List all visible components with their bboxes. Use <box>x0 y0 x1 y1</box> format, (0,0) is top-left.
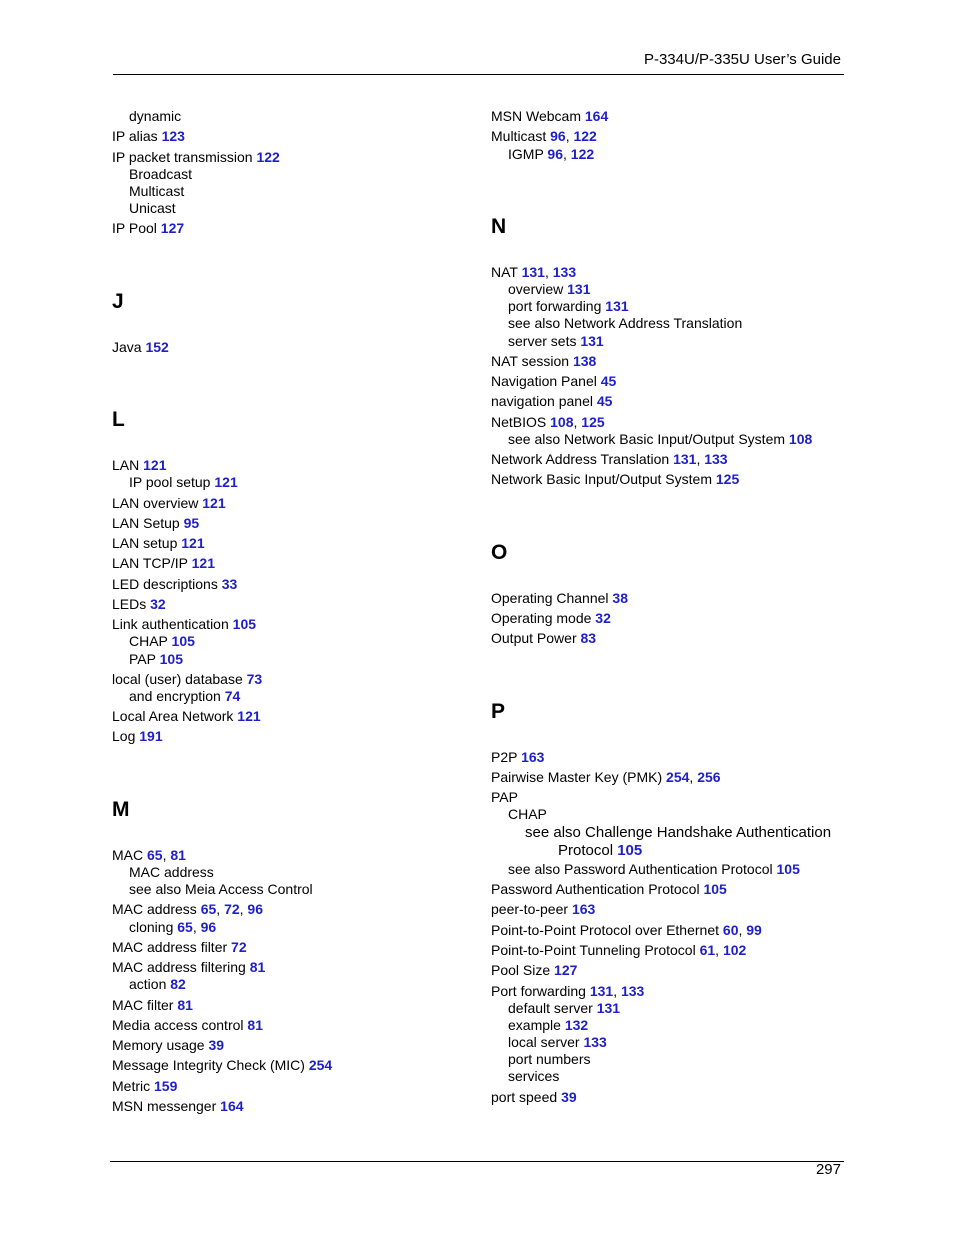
index-subentry <box>129 474 238 491</box>
index-term: Operating mode <box>491 610 592 626</box>
index-term: navigation panel <box>491 393 593 409</box>
page-reference-link[interactable]: 32 <box>595 610 611 626</box>
page-reference-link[interactable]: 65 <box>147 847 163 863</box>
index-section-letter: P <box>491 700 506 723</box>
page-reference-link[interactable]: 96 <box>247 901 263 917</box>
index-term: and encryption <box>129 688 221 704</box>
page-reference-link[interactable]: 45 <box>600 373 617 389</box>
page-reference-link[interactable]: 125 <box>581 414 605 430</box>
page-reference-link[interactable]: 131 <box>673 451 697 467</box>
index-entry <box>112 671 262 688</box>
page-reference-link[interactable]: 152 <box>145 339 169 355</box>
index-section-letter: J <box>112 290 124 313</box>
index-entry <box>112 535 205 552</box>
index-term: LEDs <box>112 596 147 612</box>
page-reference-link[interactable]: 254 <box>308 1057 333 1073</box>
index-entry: MAC address 65, 72, 96 <box>112 901 263 917</box>
index-section-letter: O <box>491 541 508 564</box>
index-term: Point-to-Point Protocol over Ethernet <box>491 922 720 938</box>
index-entry <box>112 997 193 1014</box>
page-reference-link[interactable]: 102 <box>722 942 747 958</box>
page-reference-link[interactable]: 105 <box>703 881 727 897</box>
index-entry <box>491 373 616 390</box>
index-term: server sets <box>508 333 577 349</box>
index-term: Navigation Panel <box>491 373 597 389</box>
index-term: Multicast <box>491 128 547 144</box>
index-term: MAC <box>112 847 144 863</box>
index-entry: NAT 131, 133 <box>491 264 577 280</box>
index-term: MAC filter <box>112 997 174 1013</box>
page-reference-link[interactable]: 164 <box>220 1098 244 1114</box>
page-reference-link[interactable]: 81 <box>249 959 266 975</box>
page-reference-link[interactable]: 122 <box>570 146 595 162</box>
index-term: CHAP <box>129 633 168 649</box>
index-subentry: cloning 65, 96 <box>129 919 217 935</box>
index-entry <box>112 728 163 745</box>
index-entry: Port forwarding 131, 133 <box>491 983 645 999</box>
index-entry <box>112 939 247 956</box>
index-subentry <box>129 688 240 705</box>
page-reference-link[interactable]: 39 <box>208 1037 225 1053</box>
index-term: IP alias <box>112 128 158 144</box>
index-entry: Point-to-Point Tunneling Protocol 61, 102 <box>491 942 747 958</box>
index-term: Operating Channel <box>491 590 609 606</box>
index-term: Link authentication <box>112 616 229 632</box>
index-term: Point-to-Point Tunneling Protocol <box>491 942 696 958</box>
index-subentry <box>129 976 186 993</box>
index-entry <box>112 1098 244 1115</box>
index-subentry <box>508 1051 590 1068</box>
page-reference-link[interactable]: 96 <box>547 146 563 162</box>
index-term: P2P <box>491 749 518 765</box>
index-subentry <box>508 1000 620 1017</box>
page-number: 297 <box>815 1161 841 1178</box>
page-reference-link[interactable]: 61 <box>699 942 716 958</box>
index-entry: Point-to-Point Protocol over Ethernet 60, 99 <box>491 922 762 938</box>
index-term: MSN messenger <box>112 1098 217 1114</box>
index-term: LAN setup <box>112 535 178 551</box>
index-entry <box>112 596 166 613</box>
index-entry <box>491 108 608 125</box>
index-entry: Network Address Translation 131, 133 <box>491 451 728 467</box>
page-reference-link[interactable]: 138 <box>572 353 597 369</box>
index-term: Java <box>112 339 142 355</box>
page-reference-link[interactable]: 131 <box>567 281 591 297</box>
page-reference-link[interactable]: 96 <box>200 919 217 935</box>
index-term: MAC address filtering <box>112 959 246 975</box>
index-term: IGMP <box>508 146 544 162</box>
page-reference-link[interactable]: 133 <box>552 264 577 280</box>
index-entry: MAC 65, 81 <box>112 847 186 863</box>
index-term: NAT <box>491 264 518 280</box>
index-term: Local Area Network <box>112 708 234 724</box>
index-entry <box>112 1078 177 1095</box>
page-reference-link[interactable]: 105 <box>776 861 800 877</box>
index-subentry <box>129 651 183 668</box>
index-entry <box>112 457 166 474</box>
page-reference-link[interactable]: 95 <box>183 515 200 531</box>
header-rule <box>113 74 844 75</box>
index-entry <box>491 590 628 607</box>
page-reference-link[interactable]: 60 <box>722 922 739 938</box>
page-reference-link[interactable]: 81 <box>177 997 193 1013</box>
index-term: see also Meia Access Control <box>129 881 313 897</box>
index-term: Log <box>112 728 136 744</box>
page-reference-link[interactable]: 127 <box>160 220 185 236</box>
index-subentry <box>508 861 800 878</box>
index-term: IP packet transmission <box>112 149 253 165</box>
page-reference-link[interactable]: 74 <box>224 688 241 704</box>
index-term: services <box>508 1068 560 1084</box>
page-reference-link[interactable]: 72 <box>224 901 240 917</box>
page-reference-link[interactable]: 121 <box>191 555 215 571</box>
index-entry <box>491 630 596 647</box>
page-reference-link[interactable]: 82 <box>170 976 186 992</box>
index-entry: Pairwise Master Key (PMK) 254, 256 <box>491 769 721 785</box>
page-reference-link[interactable]: 108 <box>788 431 813 447</box>
index-subentry <box>558 842 642 860</box>
page-reference-link[interactable]: 191 <box>139 728 163 744</box>
index-entry <box>112 1017 263 1034</box>
index-term: local server <box>508 1034 580 1050</box>
index-term: Pairwise Master Key (PMK) <box>491 769 663 785</box>
index-subentry <box>508 1034 607 1051</box>
index-term: Message Integrity Check (MIC) <box>112 1057 305 1073</box>
page-reference-link[interactable]: 72 <box>231 939 247 955</box>
index-subentry <box>525 824 831 842</box>
page-reference-link[interactable]: 133 <box>620 983 645 999</box>
index-entry <box>491 789 518 806</box>
page-reference-link[interactable]: 131 <box>605 298 629 314</box>
index-term: Broadcast <box>129 166 193 182</box>
page-reference-link[interactable]: 65 <box>200 901 217 917</box>
index-term: PAP <box>491 789 518 805</box>
page-reference-link[interactable]: 83 <box>580 630 597 646</box>
page-reference-link[interactable]: 105 <box>617 842 643 859</box>
index-term: example <box>508 1017 561 1033</box>
page-reference-link[interactable]: 132 <box>564 1017 589 1033</box>
index-term: port speed <box>491 1089 558 1105</box>
index-entry <box>112 339 169 356</box>
page-reference-link[interactable]: 81 <box>247 1017 263 1033</box>
index-subentry <box>508 806 547 823</box>
index-term: dynamic <box>129 108 182 124</box>
page-reference-link[interactable]: 131 <box>596 1000 621 1016</box>
index-entry <box>491 393 612 410</box>
index-term: Network Basic Input/Output System <box>491 471 712 487</box>
index-term: Metric <box>112 1078 151 1094</box>
index-subentry: IGMP 96, 122 <box>508 146 595 162</box>
index-entry <box>112 959 265 976</box>
index-term: LED descriptions <box>112 576 218 592</box>
index-entry <box>112 708 261 725</box>
index-entry <box>112 616 256 633</box>
index-subentry <box>129 633 195 650</box>
page-reference-link[interactable]: 38 <box>612 590 628 606</box>
page-reference-link[interactable]: 131 <box>521 264 545 280</box>
index-entry <box>491 1089 577 1106</box>
index-entry <box>491 881 727 898</box>
index-term: port forwarding <box>508 298 602 314</box>
index-term: PAP <box>129 651 156 667</box>
index-term: see also Network Address Translation <box>508 315 743 331</box>
index-term: LAN <box>112 457 140 473</box>
index-term: see also Challenge Handshake Authentication <box>525 824 832 841</box>
page-reference-link[interactable]: 105 <box>159 651 183 667</box>
index-term: Media access control <box>112 1017 244 1033</box>
index-entry: Multicast 96, 122 <box>491 128 597 144</box>
index-term: MAC address <box>112 901 197 917</box>
index-entry <box>491 471 739 488</box>
page-reference-link[interactable]: 121 <box>237 708 261 724</box>
page-reference-link[interactable]: 159 <box>154 1078 178 1094</box>
index-term: LAN TCP/IP <box>112 555 188 571</box>
index-term: Password Authentication Protocol <box>491 881 700 897</box>
index-entry <box>491 749 544 766</box>
index-entry <box>112 220 184 237</box>
index-subentry <box>129 183 184 200</box>
index-term: CHAP <box>508 806 547 822</box>
index-term: LAN Setup <box>112 515 180 531</box>
index-entry <box>491 353 596 370</box>
index-term: overview <box>508 281 564 297</box>
index-entry <box>112 1037 224 1054</box>
page-reference-link[interactable]: 96 <box>550 128 566 144</box>
page-reference-link[interactable]: 131 <box>589 983 614 999</box>
index-subentry <box>508 315 742 332</box>
index-section-letter: N <box>491 215 507 238</box>
index-entry <box>112 515 199 532</box>
index-subentry <box>508 1017 588 1034</box>
index-term: Network Address Translation <box>491 451 670 467</box>
index-term: default server <box>508 1000 593 1016</box>
index-term: see also Network Basic Input/Output System <box>508 431 786 447</box>
index-term: MAC address <box>129 864 214 880</box>
index-term: peer-to-peer <box>491 901 569 917</box>
page-reference-link[interactable]: 65 <box>177 919 193 935</box>
index-subentry <box>508 431 812 448</box>
index-term: see also Password Authentication Protocol <box>508 861 773 877</box>
index-term: Output Power <box>491 630 577 646</box>
index-term: port numbers <box>508 1051 591 1067</box>
index-subentry <box>508 298 629 315</box>
index-entry <box>112 555 215 572</box>
index-entry <box>491 962 577 979</box>
page-reference-link[interactable]: 99 <box>746 922 762 938</box>
page-reference-link[interactable]: 73 <box>246 671 263 687</box>
index-term: Protocol <box>558 842 614 859</box>
page-reference-link[interactable]: 33 <box>221 576 238 592</box>
index-subentry <box>508 281 591 298</box>
index-term: local (user) database <box>112 671 243 687</box>
index-term: Pool Size <box>491 962 551 978</box>
page-reference-link[interactable]: 108 <box>550 414 574 430</box>
index-term: IP pool setup <box>129 474 211 490</box>
index-entry: NetBIOS 108, 125 <box>491 414 605 430</box>
page-reference-link[interactable]: 256 <box>697 769 721 785</box>
page-reference-link[interactable]: 81 <box>170 847 186 863</box>
page-reference-link[interactable]: 121 <box>202 495 226 511</box>
index-term: cloning <box>129 919 174 935</box>
index-subentry <box>129 864 214 881</box>
index-term: NAT session <box>491 353 570 369</box>
page-reference-link[interactable]: 133 <box>704 451 728 467</box>
index-entry <box>491 901 595 918</box>
page-reference-link[interactable]: 164 <box>584 108 609 124</box>
page-reference-link[interactable]: 122 <box>573 128 597 144</box>
page-reference-link[interactable]: 163 <box>521 749 545 765</box>
page-reference-link[interactable]: 121 <box>143 457 167 473</box>
index-subentry <box>129 200 176 217</box>
page-reference-link[interactable]: 121 <box>214 474 238 490</box>
index-subentry <box>129 108 181 125</box>
page-header-title: P-334U/P-335U User’s Guide <box>643 51 841 68</box>
index-entry <box>112 149 280 166</box>
index-term: Unicast <box>129 200 176 216</box>
index-term: Memory usage <box>112 1037 205 1053</box>
index-term: NetBIOS <box>491 414 547 430</box>
index-entry <box>112 495 226 512</box>
index-term: MAC address filter <box>112 939 228 955</box>
index-term: LAN overview <box>112 495 199 511</box>
index-term: action <box>129 976 167 992</box>
page-reference-link[interactable]: 105 <box>171 633 195 649</box>
page-reference-link[interactable]: 45 <box>596 393 613 409</box>
index-subentry <box>508 1068 559 1085</box>
index-term: Port forwarding <box>491 983 586 999</box>
page-reference-link[interactable]: 105 <box>232 616 257 632</box>
page-reference-link[interactable]: 122 <box>256 149 280 165</box>
index-subentry <box>508 333 604 350</box>
index-section-letter: L <box>112 408 125 431</box>
index-section-letter: M <box>112 798 130 821</box>
page-reference-link[interactable]: 32 <box>150 596 166 612</box>
page-reference-link[interactable]: 254 <box>666 769 690 785</box>
index-term: Multicast <box>129 183 185 199</box>
index-entry <box>112 576 237 593</box>
page-reference-link[interactable]: 163 <box>571 901 596 917</box>
page-reference-link[interactable]: 133 <box>583 1034 607 1050</box>
page-reference-link[interactable]: 121 <box>181 535 205 551</box>
page-reference-link[interactable]: 123 <box>161 128 185 144</box>
index-entry <box>112 128 185 145</box>
index-term: MSN Webcam <box>491 108 581 124</box>
page-reference-link[interactable]: 125 <box>715 471 740 487</box>
index-entry <box>112 1057 332 1074</box>
page-reference-link[interactable]: 39 <box>561 1089 577 1105</box>
index-term: IP Pool <box>112 220 157 236</box>
footer-rule <box>110 1161 844 1162</box>
index-subentry <box>129 881 313 898</box>
index-entry <box>491 610 611 627</box>
index-subentry <box>129 166 192 183</box>
page-reference-link[interactable]: 127 <box>554 962 578 978</box>
page-reference-link[interactable]: 131 <box>580 333 604 349</box>
